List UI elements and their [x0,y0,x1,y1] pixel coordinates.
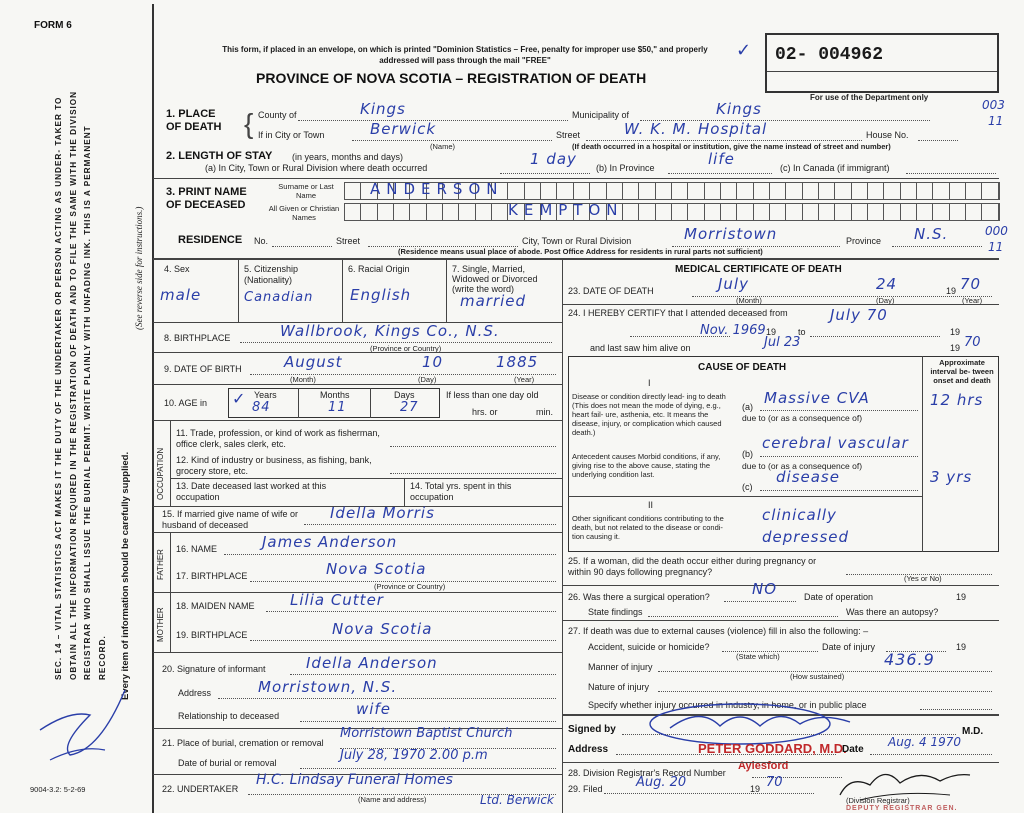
years-value: 84 [252,400,271,415]
due-to-1: due to (or as a consequence of) [742,413,863,423]
birthplace-value: Wallbrook, Kings Co., N.S. [280,322,500,340]
burial-place-label: 21. Place of burial, cremation or removal [162,738,324,748]
cause-b: cerebral vascular [762,434,909,452]
days-label: Days [394,390,415,400]
other-value: clinically depressed [762,506,850,546]
stay-c-line [906,173,996,174]
print-code: 9004-3.2: 5-2-69 [30,785,86,794]
reg-number-box [765,33,999,93]
res-province-value: N.S. [914,225,949,243]
burial-date: July 28, 1970 2.00 p.m [340,748,488,763]
cause-code: 436.9 [884,650,935,669]
mother-maiden-label: 18. MAIDEN NAME [176,601,255,611]
mother-birth-label: 19. BIRTHPLACE [176,630,248,640]
informant-addr: Morristown, N.S. [258,678,398,696]
undertaker-value: H.C. Lindsay Funeral Homes [256,772,453,788]
filed-label: 29. Filed [568,784,603,794]
marital-value: married [460,292,527,310]
state-findings-label: State findings [588,607,643,617]
dept-code-1: 003 [982,98,1005,112]
sidebar-ink-scribble [30,670,140,770]
county-value: Kings [360,100,406,118]
informant-sig: Idella Anderson [306,654,438,672]
city-line [352,140,552,141]
mail-notice: This form, if placed in an envelope, on which is printed "Dominion Statistics – Free, penalty for improper use $50," and properly addressed will pass through the mail "FREE" [222,45,708,65]
dob-year: 1885 [496,353,539,371]
registrar-hint: (Division Registrar) [846,796,910,805]
dob-month-hint: (Month) [290,375,316,384]
certify-label: 24. I HEREBY CERTIFY that I attended deceased from [568,308,788,318]
yes-no-hint: (Yes or No) [904,574,942,583]
seen-label: and last saw him alive on [590,343,691,353]
dept-use-label: For use of the Department only [810,93,929,102]
cause-title: CAUSE OF DEATH [698,362,787,373]
dod-year-hint: (Year) [962,296,983,305]
stay-label: 2. LENGTH OF STAY [166,150,273,162]
res-city-value: Morristown [684,225,778,243]
reverse-note: (See reverse side for instructions.) [134,206,144,330]
birthplace-hint: (Province or Country) [370,344,442,353]
street-line [586,140,862,141]
nature-label: Nature of injury [588,682,650,692]
industry-label: Specify whether injury occurred in Industry, in home, or in public place [588,700,867,710]
accident-label: Accident, suicide or homicide? [588,642,710,652]
given-value: KEMPTON [508,201,624,219]
street-label: Street [556,130,581,140]
residence-label: RESIDENCE [178,234,243,246]
stay-b-label: (b) In Province [596,163,655,173]
undertaker-hint: (Name and address) [358,795,427,804]
interval-title: Approximate interval be- tween onset and death [930,358,994,385]
stay-a-label: (a) In City, Town or Rural Division where death occurred [205,163,428,173]
cause-c-interval: 3 yrs [930,468,973,486]
dob-day-hint: (Day) [418,375,437,384]
filed-19: 19 [750,784,761,794]
birthplace-label: 8. BIRTHPLACE [164,333,231,343]
given-grid [344,203,1000,221]
dod-day-hint: (Day) [876,296,895,305]
print-name-label: 3. PRINT NAME OF DECEASED [166,186,247,211]
father-birth: Nova Scotia [326,560,427,578]
filed-year: 70 [766,775,783,790]
undertaker-value-2: Ltd. Berwick [480,793,554,807]
citizenship-value: Canadian [244,290,314,305]
res-city-label: City, Town or Rural Division [522,236,632,246]
physician-stamp-town: Aylesford [738,760,789,772]
statute-text: SEC. 14 – VITAL STATISTICS ACT MAKES IT THE DUTY OF THE UNDERTAKER OR PERSON ACTING AS UNDER- TAKER TO OBTAIN ALL THE INFORMATION REQUIRED IN THE REGISTRATION OF DEATH AND TO FILE THE SAME WITH THE DIVISION REGISTRAR WHO SHALL ISSUE THE BURIAL PERMIT. WRITE PLAINLY WITH UNFADING INK. THIS IS A PERMANENT RECORD. [54,90,107,680]
less-day-label: If less than one day old [446,390,539,400]
dept-code-2: 11 [988,114,1004,128]
medical-title: MEDICAL CERTIFICATE OF DEATH [675,264,842,275]
sex-label: 4. Sex [164,264,190,274]
father-side: FATHER [156,549,165,580]
record-number-label: 28. Division Registrar's Record Number [568,768,726,778]
checkmark: ✓ [736,40,753,61]
occ-13-label: 13. Date deceased last worked at this occupation [176,481,327,502]
relationship-label: Relationship to deceased [178,711,280,721]
stay-a-value: 1 day [530,150,577,168]
certify-19b: 19 [950,327,961,337]
years-label: Years [254,390,277,400]
county-label: County of [258,110,297,120]
roman-1: I [648,378,651,388]
informant-addr-label: Address [178,688,212,698]
signed-by-label: Signed by [568,724,616,735]
q25-label: 25. If a woman, did the death occur either during pregnancy or within 90 days following pregnancy? [568,556,817,577]
injury-date-19: 19 [956,642,967,652]
surname-value: ANDERSON [370,180,504,198]
antecedent-label: Antecedent causes Morbid conditions, if any, giving rise to the above cause, stating the underlying condition last. [572,452,721,479]
wife-value: Idella Morris [330,504,435,522]
dob-year-hint: (Year) [514,375,535,384]
hrs-label: hrs. or [472,407,498,417]
house-label: House No. [866,130,909,140]
q26-label: 26. Was there a surgical operation? [568,592,710,602]
certify-to-label: to [798,327,806,337]
direct-cause-label: Disease or condition directly lead- ing to death (This does not mean the mode of dying, e.g., heart fail- ure, asthenia, etc. It means the disease, injury, or complication which caused death.) [572,392,726,437]
city-value: Berwick [370,120,437,138]
given-label: All Given or Christian Names [268,204,340,222]
place-brace: { [244,108,254,139]
sex-value: male [160,286,202,304]
q26-answer: NO [752,580,778,598]
street-value: W. K. M. Hospital [624,120,768,138]
dod-day: 24 [876,275,898,293]
dod-label: 23. DATE OF DEATH [568,286,654,296]
q27-label: 27. If death was due to external causes (violence) fill in also the following: – [568,626,869,636]
dod-month-hint: (Month) [736,296,762,305]
stay-b-line [668,173,772,174]
cause-c: disease [776,468,840,486]
father-birth-label: 17. BIRTHPLACE [176,571,248,581]
months-label: Months [320,390,350,400]
careful-note: Every item of information should be carefully supplied. [120,451,131,700]
age-check: ✓ [232,389,247,408]
op-date-19: 19 [956,592,967,602]
filed-date: Aug. 20 [636,775,687,790]
cause-b-tag: (b) [742,449,753,459]
occ-14-label: 14. Total yrs. spent in this occupation [410,481,512,502]
res-province-label: Province [846,236,882,246]
dob-day: 10 [422,353,444,371]
municipality-label: Municipality of [572,110,630,120]
father-name: James Anderson [262,533,398,551]
father-birth-hint: (Province or Country) [374,582,446,591]
place-label: 1. PLACE OF DEATH [166,108,222,133]
min-label: min. [536,407,554,417]
seen-19: 19 [950,343,961,353]
stay-a-line [500,173,590,174]
reg-number: 02- 004962 [775,45,884,65]
burial-place: Morristown Baptist Church [340,726,513,741]
cause-a-tag: (a) [742,402,753,412]
seen-year: 70 [964,335,981,350]
mother-birth: Nova Scotia [332,620,433,638]
dod-year: 70 [960,275,982,293]
md-label: M.D. [962,726,984,737]
residence-note: (Residence means usual place of abode. Post Office Address for residents in rural parts not sufficient) [398,247,763,256]
certify-to: July 70 [830,306,888,324]
manner-label: Manner of injury [588,662,653,672]
registrar-stamp: DEPUTY REGISTRAR GEN. [846,805,958,812]
father-name-label: 16. NAME [176,544,218,554]
cause-c-tag: (c) [742,482,753,492]
cause-a-interval: 12 hrs [930,391,984,409]
dod-year-prefix: 19 [946,286,957,296]
undertaker-label: 22. UNDERTAKER [162,784,239,794]
dob-month: August [284,353,343,371]
hospital-note: (If death occurred in a hospital or institution, give the name instead of street and number) [572,142,891,151]
dob-label: 9. DATE OF BIRTH [164,364,242,374]
age-label: 10. AGE in [164,398,208,408]
cause-a: Massive CVA [764,389,870,407]
state-which-hint: (State which) [736,652,780,661]
op-date-label: Date of operation [804,592,874,602]
dept-code-3: 000 [985,224,1008,238]
relationship-value: wife [356,700,391,718]
name-hint: (Name) [430,142,456,151]
signed-date: Aug. 4 1970 [888,735,962,749]
injury-date-label: Date of injury [822,642,876,652]
racial-value: English [350,286,412,304]
form-label: FORM 6 [34,20,72,31]
stay-c-label: (c) In Canada (if immigrant) [780,163,890,173]
dod-month: July [718,275,749,293]
days-value: 27 [400,400,419,415]
certify-from: Nov. 1969 [700,323,766,338]
occ-12-label: 12. Kind of industry or business, as fishing, bank, grocery store, etc. [176,455,372,476]
informant-label: 20. Signature of informant [162,664,266,674]
citizenship-label: 5. Citizenship (Nationality) [244,264,299,285]
form-title: PROVINCE OF NOVA SCOTIA – REGISTRATION OF DEATH [256,70,647,86]
address-label: Address [568,744,609,755]
stay-b-value: life [708,150,735,168]
certify-19a: 19 [766,327,777,337]
autopsy-label: Was there an autopsy? [846,607,939,617]
occ-11-label: 11. Trade, profession, or kind of work as fisherman, office clerk, sales clerk, etc. [176,428,380,449]
dept-code-4: 11 [988,240,1004,254]
res-street-label: Street [336,236,361,246]
roman-2: II [648,500,654,510]
municipality-value: Kings [716,100,762,118]
house-line [918,140,958,141]
due-to-2: due to (or as a consequence of) [742,461,863,471]
physician-stamp: PETER GODDARD, M.D. [698,741,847,756]
racial-label: 6. Racial Origin [348,264,410,274]
occupation-side: OCCUPATION [156,447,165,500]
months-value: 11 [328,400,347,415]
sidebar-border [152,4,154,813]
mother-maiden: Lilia Cutter [290,591,384,609]
marital-label: 7. Single, Married, Widowed or Divorced (write the word) [452,264,538,294]
wife-label: 15. If married give name of wife or husband of deceased [162,509,299,530]
seen-value: Jul 23 [764,335,801,350]
signed-date-label: Date [842,744,864,755]
stay-hint: (in years, months and days) [292,152,404,162]
surname-label: Surname or Last Name [278,182,334,200]
burial-date-label: Date of burial or removal [178,758,277,768]
city-label: If in City or Town [258,130,325,140]
other-label: Other significant conditions contributing to the death, but not related to the disease or condi- tion causing it. [572,514,724,541]
mother-side: MOTHER [156,607,165,642]
res-no-label: No. [254,236,269,246]
how-sustained-hint: (How sustained) [790,672,845,681]
